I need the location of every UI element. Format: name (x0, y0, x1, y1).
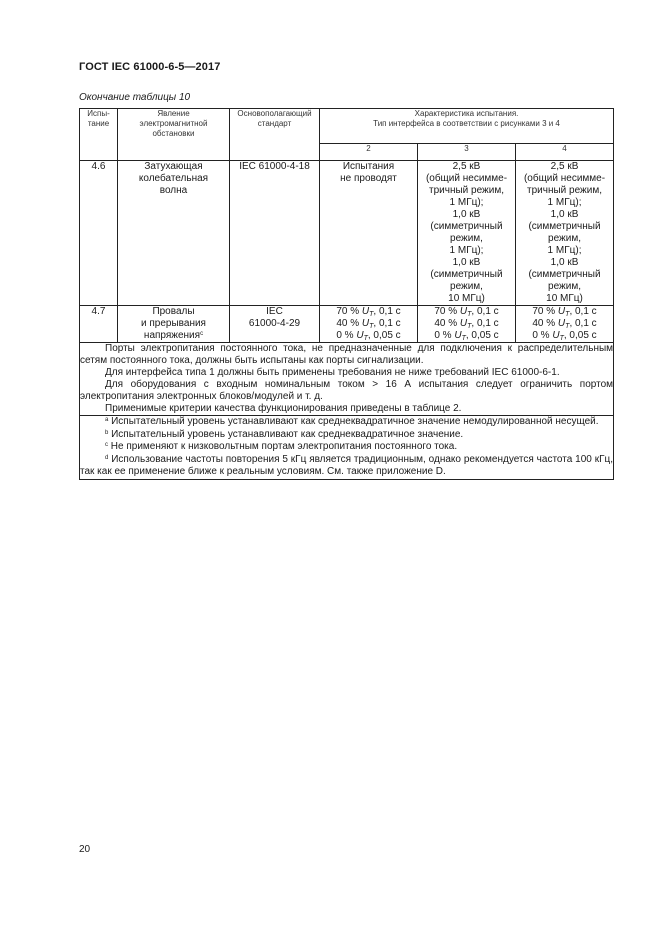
footnote (80, 416, 613, 429)
cell-line: (симметричный (430, 221, 503, 232)
dip-duration: , 0,1 с (569, 318, 597, 329)
footnote-ref: c (200, 331, 204, 337)
cell-line: (общий несимме- (425, 173, 508, 184)
header-characteristic (320, 109, 614, 144)
row-test-number: 4.7 (80, 306, 118, 343)
row-phenomenon (118, 306, 230, 343)
dip-duration: , 0,1 с (471, 306, 499, 317)
dip-line (320, 330, 417, 342)
footnote-text: Использование частоты повторения 5 кГц является традиционным, однако рекомендуется частота 100 кГц, так как ее применение ближе к реальным условиям. См. также приложение D. (80, 453, 614, 477)
cell-line: Испытания (342, 161, 395, 172)
header-phenomenon: Явление электромагнитной обстановки (118, 109, 230, 161)
cell-line: IEC (266, 306, 283, 317)
table-row (80, 306, 614, 343)
document-header: ГОСТ IEC 61000-6-5—2017 (79, 61, 221, 73)
dip-line (516, 330, 613, 342)
header-type-3: 3 (418, 144, 516, 161)
header-standard: Основополагающий стандарт (230, 109, 320, 161)
cell-line: тричный режим, (429, 185, 504, 196)
row-test-number: 4.6 (80, 161, 118, 306)
dip-level: 0 % (532, 330, 550, 341)
dip-level: 70 % (336, 306, 360, 317)
notes-row (80, 343, 614, 416)
footnote-mark: a (105, 417, 109, 423)
cell-line: 10 МГц) (546, 293, 583, 304)
ut-symbol: U (361, 318, 370, 329)
cell-line: колебательная (138, 173, 209, 184)
footnote-mark: d (105, 454, 109, 461)
ut-subscript: T (565, 311, 570, 318)
row-type-2 (320, 161, 418, 306)
footnote-text: Испытательный уровень устанавливают как среднеквадратичное значение. (108, 428, 464, 440)
ut-subscript: T (565, 323, 570, 330)
cell-line: волна (159, 185, 188, 196)
row-standard (230, 306, 320, 343)
dip-level: 70 % (532, 306, 556, 317)
dip-duration: , 0,1 с (373, 318, 401, 329)
row-type-3 (418, 306, 516, 343)
page-number: 20 (79, 844, 91, 855)
footnote (80, 441, 613, 454)
header-characteristic-line2: Тип интерфейса в соответствии с рисунками 3 и 4 (373, 119, 560, 128)
dip-line (418, 330, 515, 342)
ut-symbol: U (454, 330, 462, 341)
dip-duration: , 0,05 с (563, 330, 597, 341)
cell-text: напряжения (143, 330, 201, 341)
note-paragraph: Порты электропитания постоянного тока, не предназначенные для подключения к распределительным сетям постоянного тока, должны быть испытаны как порты сигнализации. (80, 343, 614, 366)
dip-line (418, 306, 515, 318)
cell-line: режим, (450, 233, 483, 244)
ut-subscript: T (559, 335, 564, 342)
ut-symbol: U (361, 306, 370, 317)
footnote (80, 429, 613, 442)
dip-duration: , 0,05 с (465, 330, 499, 341)
dip-level: 0 % (434, 330, 452, 341)
note-paragraph: Для оборудования с входным номинальным током > 16 А испытания следует ограничить портом электропитания электронных блоков/модулей и т. д. (80, 379, 614, 402)
row-standard (230, 161, 320, 306)
cell-line: (симметричный (528, 221, 601, 232)
dip-duration: , 0,05 с (367, 330, 401, 341)
cell-line: (симметричный (430, 269, 503, 280)
ut-subscript: T (369, 323, 374, 330)
cell-line: 1,0 кВ (550, 257, 579, 268)
cell-line: Затухающая (144, 161, 203, 172)
note-paragraph: Применимые критерии качества функционирования приведены в таблице 2. (105, 403, 462, 414)
test-table (79, 108, 614, 480)
ut-subscript: T (467, 323, 472, 330)
ut-symbol: U (459, 318, 468, 329)
cell-line: 1 МГц); (547, 245, 582, 256)
dip-level: 40 % (532, 318, 556, 329)
cell-line: 1,0 кВ (550, 209, 579, 220)
dip-duration: , 0,1 с (471, 318, 499, 329)
footnote-mark: c (105, 442, 108, 448)
cell-line: тричный режим, (527, 185, 602, 196)
table-row (80, 161, 614, 306)
header-type-4: 4 (516, 144, 614, 161)
dip-level: 40 % (336, 318, 360, 329)
cell-line: 1 МГц); (547, 197, 582, 208)
footnote (80, 454, 613, 479)
ut-subscript: T (363, 335, 368, 342)
cell-line: 61000-4-29 (248, 318, 301, 329)
header-type-2: 2 (320, 144, 418, 161)
row-type-2 (320, 306, 418, 343)
cell-line: 1,0 кВ (452, 257, 481, 268)
header-characteristic-line1: Характеристика испытания. (414, 109, 519, 118)
dip-level: 70 % (434, 306, 458, 317)
row-type-4 (516, 306, 614, 343)
cell-line: 1 МГц); (449, 197, 484, 208)
dip-duration: , 0,1 с (373, 306, 401, 317)
cell-line: 1 МГц); (449, 245, 484, 256)
cell-line: 1,0 кВ (452, 209, 481, 220)
cell-line: режим, (548, 233, 581, 244)
footnote-text: Не применяют к низковольтным портам электропитания постоянного тока. (108, 441, 458, 452)
cell-line: 2,5 кВ (550, 161, 579, 172)
row-phenomenon (118, 161, 230, 306)
ut-symbol: U (356, 330, 364, 341)
table-notes (80, 343, 614, 416)
ut-subscript: T (467, 311, 472, 318)
table-caption: Окончание таблицы 10 (79, 92, 191, 103)
cell-line: Провалы (152, 306, 195, 317)
footnotes-row (80, 416, 614, 480)
header-test: Испы-тание (80, 109, 118, 161)
note-paragraph: Для интерфейса типа 1 должны быть применены требования не ниже требований IEC 61000-6-1. (105, 367, 560, 378)
footnote-mark: b (105, 429, 109, 436)
dip-duration: , 0,1 с (569, 306, 597, 317)
ut-subscript: T (369, 311, 374, 318)
cell-line: 10 МГц) (448, 293, 485, 304)
dip-line (320, 306, 417, 318)
ut-symbol: U (557, 318, 566, 329)
cell-line (118, 330, 229, 342)
row-type-4 (516, 161, 614, 306)
footnote-text: Испытательный уровень устанавливают как среднеквадратичное значение немодулированной несущей. (108, 416, 599, 427)
dip-line (516, 306, 613, 318)
dip-line (320, 318, 417, 330)
dip-line (516, 318, 613, 330)
row-type-3 (418, 161, 516, 306)
cell-line: и прерывания (141, 318, 206, 329)
dip-line (418, 318, 515, 330)
dip-level: 0 % (336, 330, 354, 341)
table-footnotes (80, 416, 614, 480)
cell-line: 2,5 кВ (452, 161, 481, 172)
ut-symbol: U (557, 306, 566, 317)
cell-line: режим, (450, 281, 483, 292)
cell-line: не проводят (340, 173, 397, 184)
dip-level: 40 % (434, 318, 458, 329)
cell-line: IEC 61000-4-18 (239, 161, 310, 172)
cell-line: (общий несимме- (523, 173, 606, 184)
ut-symbol: U (459, 306, 468, 317)
ut-symbol: U (552, 330, 560, 341)
cell-line: (симметричный (528, 269, 601, 280)
cell-line: режим, (548, 281, 581, 292)
table-header-row (80, 109, 614, 144)
ut-subscript: T (461, 335, 466, 342)
